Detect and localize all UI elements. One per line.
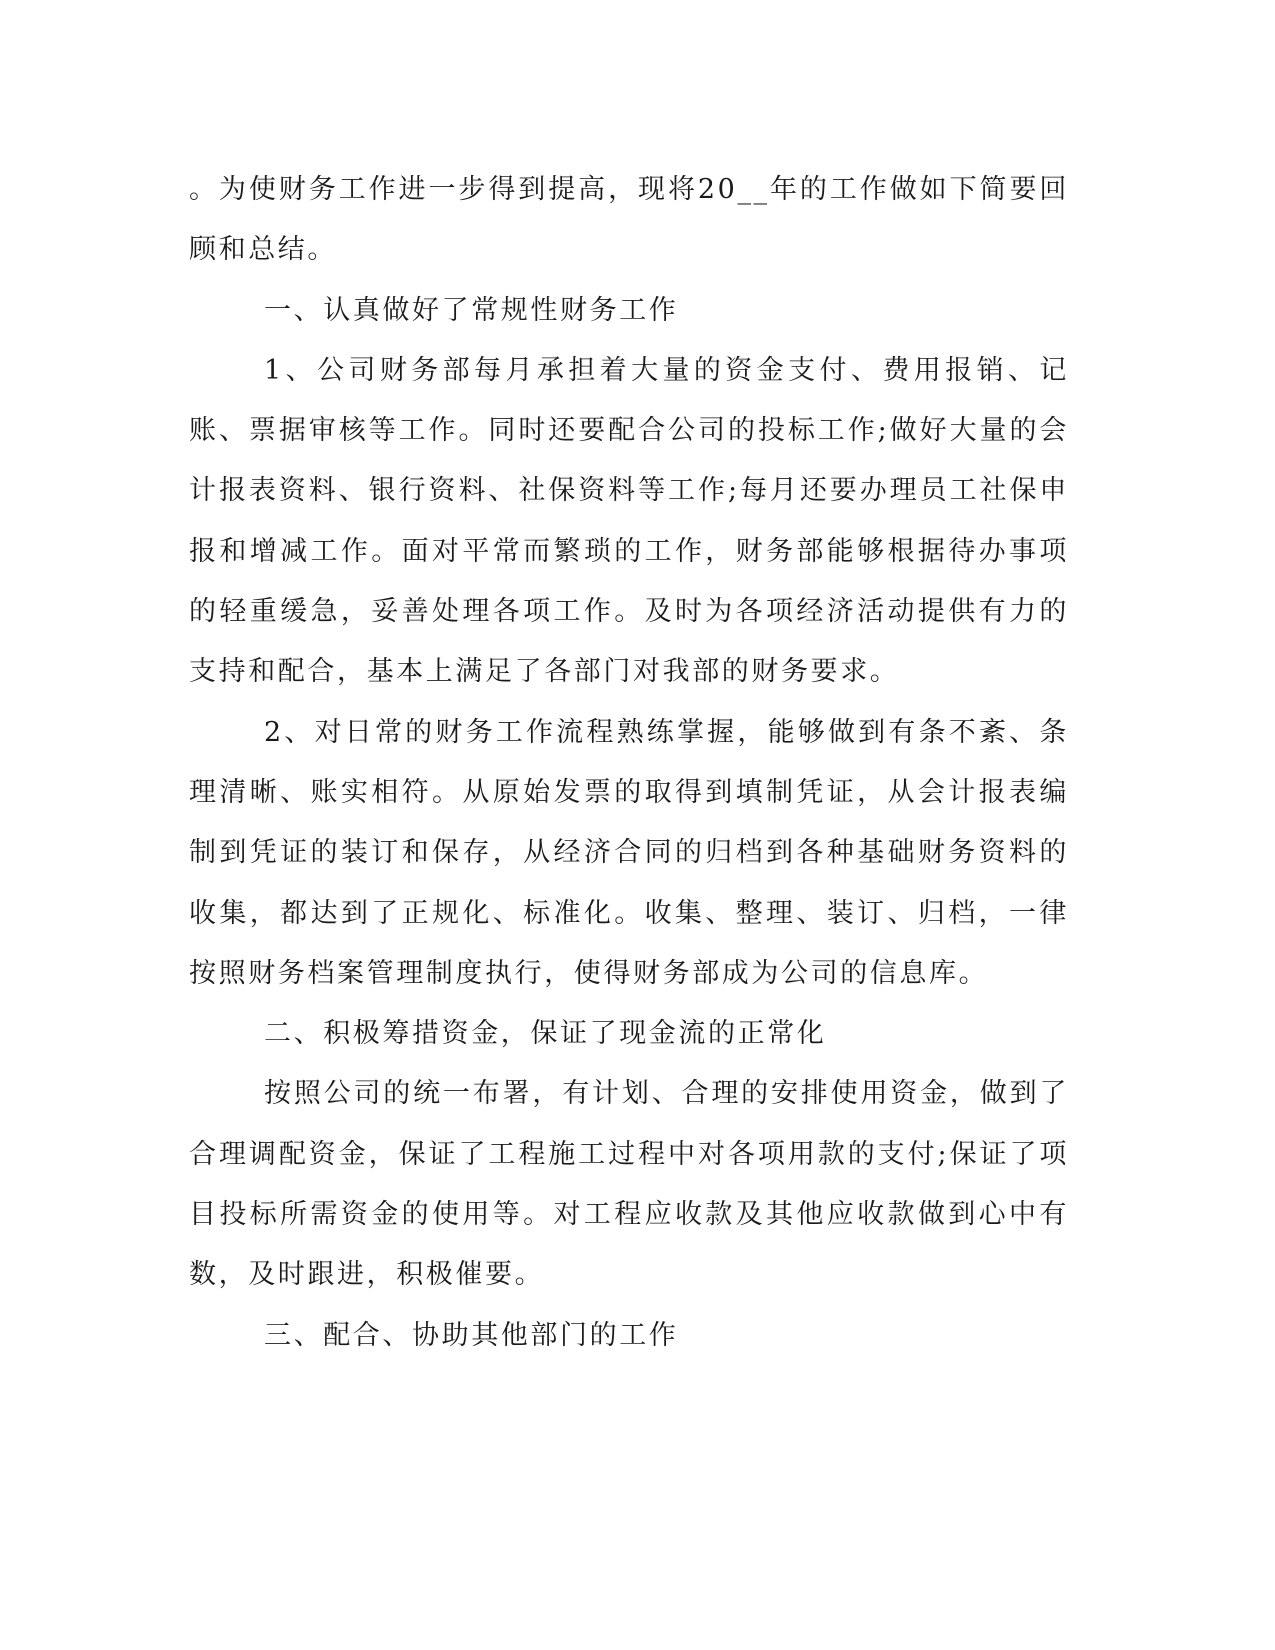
paragraph-funding: 按照公司的统一布署，有计划、合理的安排使用资金，做到了合理调配资金，保证了工程施工过程中对各项用款的支付;保证了项目投标所需资金的使用等。对工程应收款及其他应收款做到心中有数，及时跟进，积极催要。 xyxy=(189,1078,1069,1291)
section-heading-routine-work: 一、认真做好了常规性财务工作 xyxy=(264,294,679,326)
section-heading-cooperation: 三、配合、协助其他部门的工作 xyxy=(264,1319,679,1351)
paragraph-item-2: 2、对日常的财务工作流程熟练掌握，能够做到有条不紊、条理清晰、账实相符。从原始发票的取得到填制凭证，从会计报表编制到凭证的装订和保存，从经济合同的归档到各种基础财务资料的收集，都达到了正规化、标准化。收集、整理、装订、归档，一律按照财务档案管理制度执行，使得财务部成为公司的信息库。 xyxy=(189,716,1069,989)
paragraph-intro-continuation: 。为使财务工作进一步得到提高，现将20__年的工作做如下简要回顾和总结。 xyxy=(189,174,1069,266)
section-heading-funding: 二、积极筹措资金，保证了现金流的正常化 xyxy=(264,1018,827,1050)
paragraph-item-1: 1、公司财务部每月承担着大量的资金支付、费用报销、记账、票据审核等工作。同时还要配合公司的投标工作;做好大量的会计报表资料、银行资料、社保资料等工作;每月还要办理员工社保申报和增减工作。面对平常而繁琐的工作，财务部能够根据待办事项的轻重缓急，妥善处理各项工作。及时为各项经济活动提供有力的支持和配合，基本上满足了各部门对我部的财务要求。 xyxy=(189,354,1069,688)
document-body xyxy=(189,160,1069,1366)
